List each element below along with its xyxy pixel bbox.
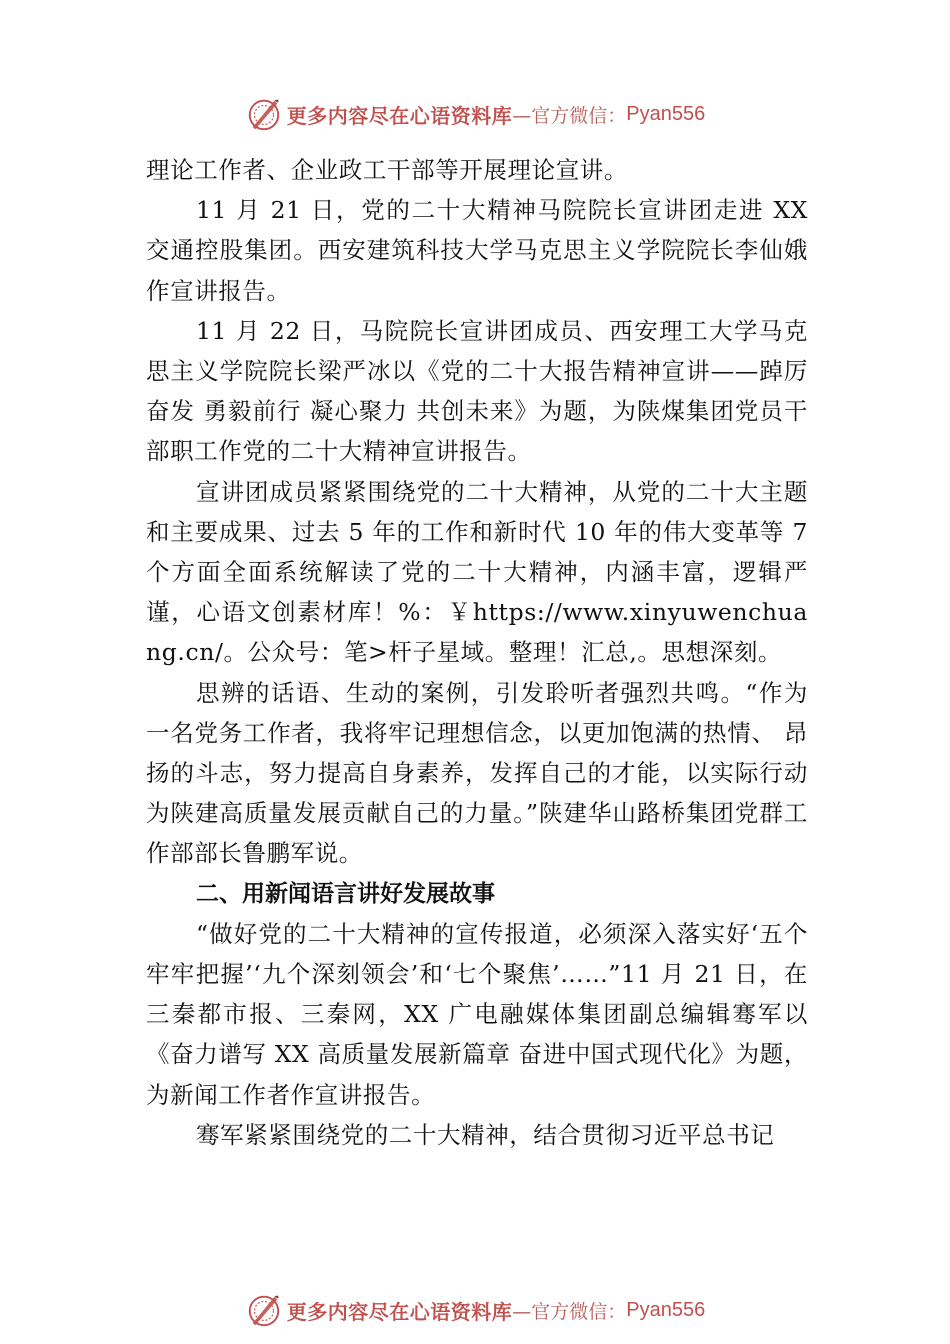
section-heading: 二、用新闻语言讲好发展故事 [196, 880, 495, 907]
quill-pen-seal-icon [245, 95, 283, 133]
wechat-id: Pyan556 [626, 1298, 706, 1321]
quill-pen-seal-icon [245, 1291, 283, 1329]
paragraph: 11 月 21 日，党的二十大精神马院院长宣讲团走进 XX 交通控股集团。西安建筑科技大学马克思主义学院院长李仙娥作宣讲报告。 [146, 196, 808, 305]
paragraph: 骞军紧紧围绕党的二十大精神，结合贯彻习近平总书记 [196, 1120, 775, 1149]
watermark-separator: —官方微信： [512, 104, 627, 127]
document-body [146, 150, 808, 1155]
paragraph: 思辨的话语、生动的案例，引发聆听者强烈共鸣。“作为一名党务工作者，我将牢记理想信念，以更加饱满的热情、 昂扬的斗志，努力提高自身素养，发挥自己的才能，以实际行动为陕建高质量发展贡献自己的力量。”陕建华山路桥集团党群工作部部长鲁鹏军说。 [146, 678, 808, 868]
wechat-id: Pyan556 [626, 102, 706, 125]
header-watermark [0, 92, 950, 136]
paragraph: 理论工作者、企业政工干部等开展理论宣讲。 [146, 156, 628, 184]
paragraph: “做好党的二十大精神的宣传报道，必须深入落实好‘五个牢牢把握’‘九个深刻领会’和‘七个聚焦’……”11 月 21 日，在三秦都市报、三秦网，XX 广电融媒体集团副总编辑骞军以《奋力谱写 XX 高质量发展新篇章 奋进中国式现代化》为题，为新闻工作者作宣讲报告。 [146, 919, 808, 1109]
paragraph: 11 月 22 日，马院院长宣讲团成员、西安理工大学马克思主义学院院长梁严冰以《党的二十大报告精神宣讲——踔厉奋发 勇毅前行 凝心聚力 共创未来》为题，为陕煤集团党员干部职工作党的二十大精神宣讲报告。 [146, 316, 808, 466]
watermark-separator: —官方微信： [512, 1300, 627, 1323]
paragraph: 宣讲团成员紧紧围绕党的二十大精神，从党的二十大主题和主要成果、过去 5 年的工作和新时代 10 年的伟大变革等 7 个方面全面系统解读了党的二十大精神，内涵丰富，逻辑严谨，心语文创素材库！%：￥https://www.xinyuwenchuang.cn/。公众号：笔>杆子星域。整理！汇总,。思想深刻。 [146, 477, 808, 667]
watermark-text: 更多内容尽在心语资料库 [286, 103, 513, 128]
footer-watermark [0, 1288, 950, 1332]
watermark-text: 更多内容尽在心语资料库 [286, 1299, 513, 1324]
